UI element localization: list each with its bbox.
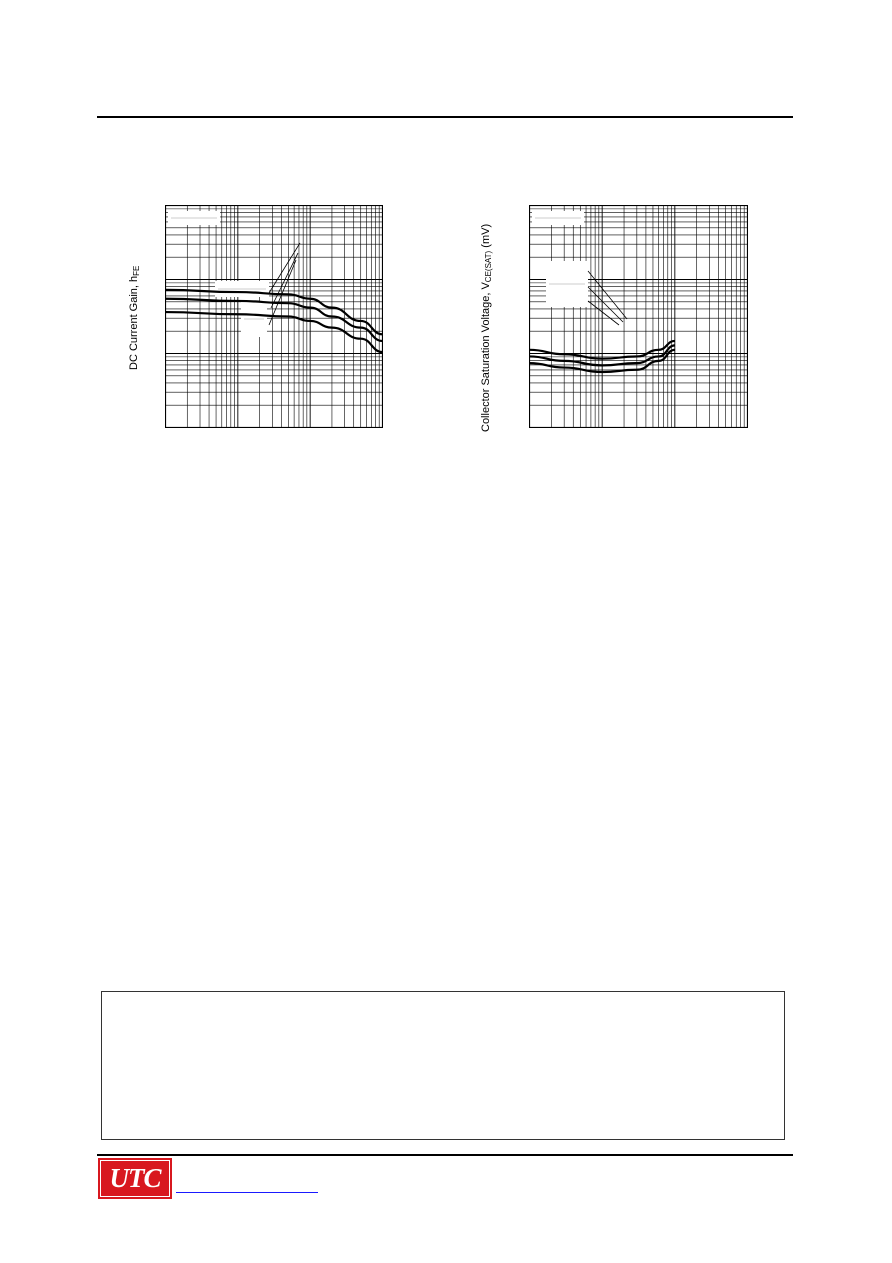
collector-saturation-voltage-plot bbox=[529, 205, 748, 428]
dc-current-gain-plot bbox=[165, 205, 383, 428]
chart1-y-axis-label-sub: FE bbox=[132, 265, 141, 276]
chart2-y-axis-label-sub: CE(SAT) bbox=[484, 250, 493, 283]
website-link-underline[interactable] bbox=[176, 1192, 318, 1193]
footer-rule bbox=[97, 1154, 793, 1156]
utc-logo-text: UTC bbox=[109, 1163, 161, 1193]
chart1-y-axis-label-main: DC Current Gain, h bbox=[128, 275, 140, 370]
chart2-y-axis-label bbox=[480, 224, 493, 432]
header-rule bbox=[97, 116, 793, 118]
chart2-grid bbox=[530, 206, 748, 428]
chart2-frame bbox=[530, 206, 748, 428]
chart2-y-axis-label-main: Collector Saturation Voltage, V bbox=[480, 282, 492, 432]
notice-box bbox=[101, 991, 785, 1140]
chart2-annotation-pointer bbox=[588, 271, 627, 319]
dc-current-gain-chart bbox=[165, 205, 383, 428]
utc-logo-frame bbox=[100, 1160, 170, 1197]
chart1-annotation-pointer bbox=[269, 243, 300, 293]
collector-saturation-voltage-chart bbox=[529, 205, 748, 428]
chart1-annotation-pointer bbox=[269, 260, 296, 325]
chart1-y-axis-label bbox=[128, 266, 141, 370]
chart2-y-axis-label-tail: (mV) bbox=[480, 223, 492, 251]
utc-logo bbox=[98, 1158, 172, 1199]
